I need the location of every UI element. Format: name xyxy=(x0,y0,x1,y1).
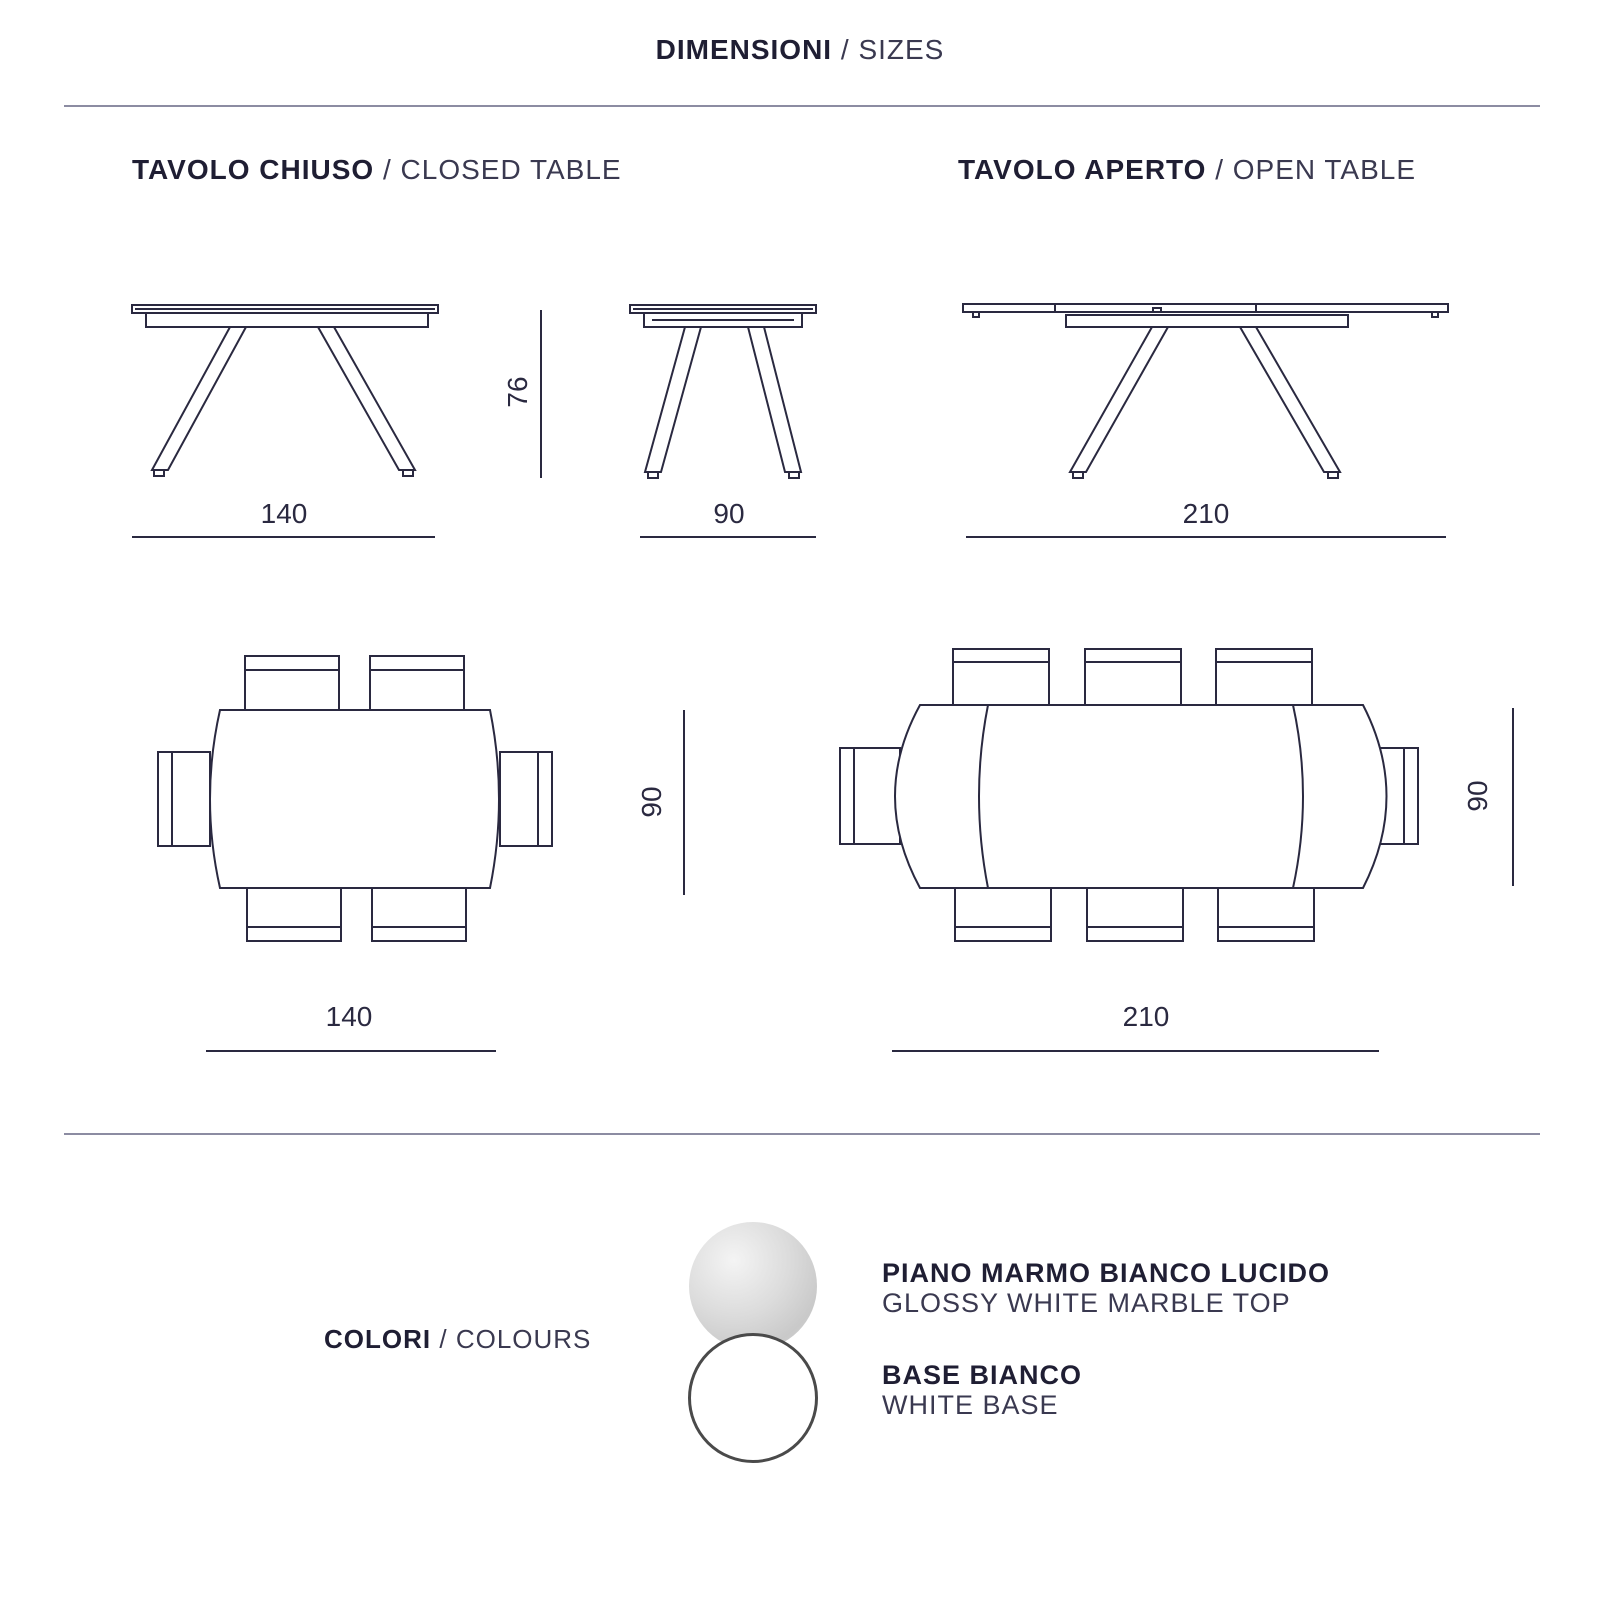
closed-front-width-label: 140 xyxy=(260,498,308,529)
open-title-it: TAVOLO APERTO xyxy=(958,154,1207,185)
closed-side-depth-line xyxy=(640,536,816,538)
colours-separator: / xyxy=(439,1324,448,1354)
colour-item-base xyxy=(882,1360,1082,1420)
colour-base-name-it: BASE BIANCO xyxy=(882,1360,1083,1390)
closed-front-width-line xyxy=(132,536,435,538)
closed-top-depth-line xyxy=(683,710,685,895)
marble-top-swatch xyxy=(689,1222,817,1350)
open-top-view xyxy=(840,649,1418,941)
closed-side-depth-label: 90 xyxy=(713,498,745,529)
closed-top-view xyxy=(158,656,552,941)
closed-height-line xyxy=(540,310,542,478)
title-en: SIZES xyxy=(858,34,945,65)
open-top-width-label: 210 xyxy=(1122,1001,1170,1032)
colour-item-top xyxy=(882,1258,1330,1318)
closed-side-view xyxy=(630,305,816,478)
closed-top-width-label: 140 xyxy=(325,1001,373,1032)
closed-separator: / xyxy=(382,154,392,185)
open-front-width-label: 210 xyxy=(1182,498,1230,529)
open-front-width-line xyxy=(966,536,1446,538)
colour-top-name-en: GLOSSY WHITE MARBLE TOP xyxy=(882,1288,1291,1318)
closed-title-it: TAVOLO CHIUSO xyxy=(132,154,375,185)
open-top-depth-label: 90 xyxy=(1462,780,1493,812)
white-base-swatch xyxy=(688,1333,818,1463)
colour-base-name-en: WHITE BASE xyxy=(882,1390,1059,1420)
bottom-divider xyxy=(64,1133,1540,1135)
colours-heading xyxy=(324,1324,591,1355)
closed-title-en: CLOSED TABLE xyxy=(400,154,622,185)
colours-label-en: COLOURS xyxy=(455,1324,592,1354)
closed-top-width-line xyxy=(206,1050,496,1052)
open-title-en: OPEN TABLE xyxy=(1232,154,1417,185)
closed-height-label: 76 xyxy=(502,376,533,408)
title-separator: / xyxy=(840,34,850,65)
open-top-width-line xyxy=(892,1050,1379,1052)
open-top-depth-line xyxy=(1512,708,1514,886)
colours-label-it: COLORI xyxy=(324,1324,432,1354)
title-it: DIMENSIONI xyxy=(655,34,833,65)
closed-top-depth-label: 90 xyxy=(636,786,667,818)
closed-front-view xyxy=(132,305,438,476)
colour-top-name-it: PIANO MARMO BIANCO LUCIDO xyxy=(882,1258,1330,1288)
open-separator: / xyxy=(1215,154,1224,185)
open-front-view xyxy=(963,304,1448,478)
